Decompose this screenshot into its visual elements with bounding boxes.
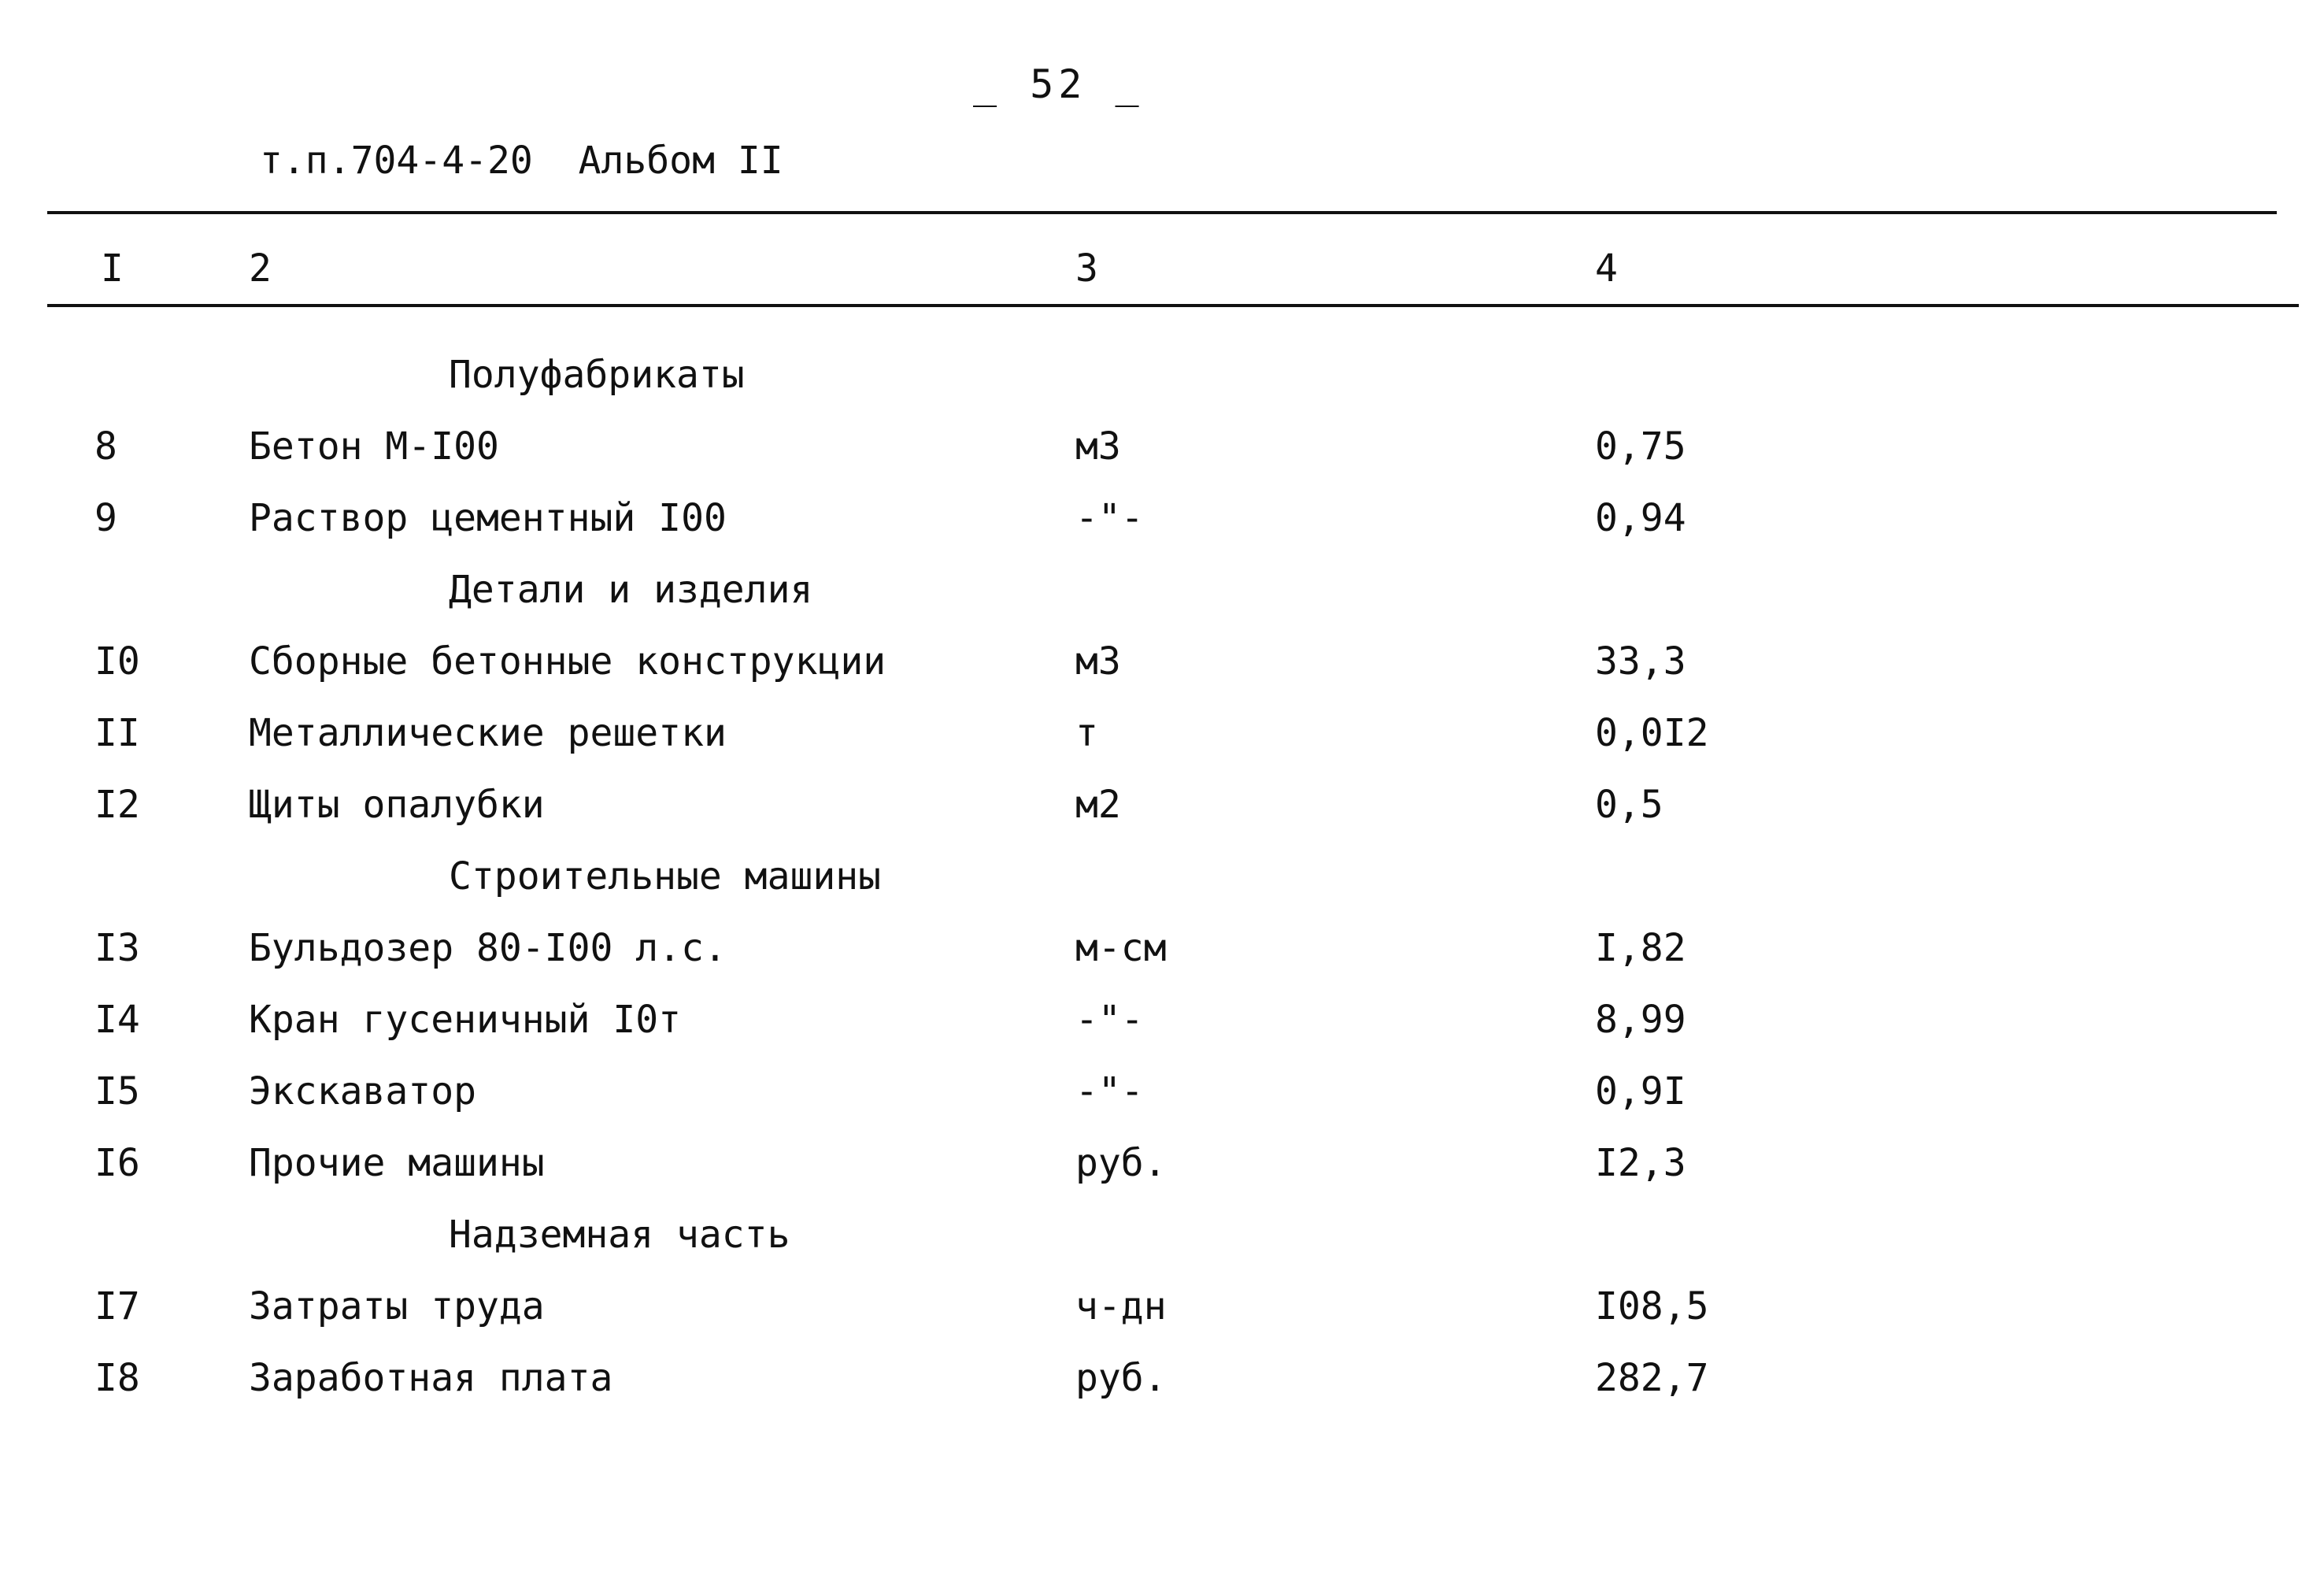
value-cell: 0,94	[1595, 496, 1686, 540]
column-headers	[0, 246, 2324, 294]
section-title: Надземная часть	[449, 1213, 790, 1257]
table-row	[0, 783, 2324, 854]
row-number: 8	[94, 424, 117, 469]
document-reference: т.п.704-4-20 Альбом II	[260, 139, 783, 183]
unit-cell: руб.	[1075, 1141, 1167, 1185]
unit-cell: т	[1075, 711, 1098, 755]
section-heading-row	[0, 353, 2324, 424]
section-title: Детали и изделия	[449, 568, 813, 612]
row-number: I8	[94, 1356, 140, 1400]
unit-cell: м3	[1075, 639, 1121, 684]
value-cell: 0,0I2	[1595, 711, 1709, 755]
unit-cell: м2	[1075, 783, 1121, 827]
table-row	[0, 496, 2324, 568]
item-name: Затраты труда	[249, 1284, 545, 1328]
table-row	[0, 711, 2324, 783]
column-header-1: I	[101, 246, 124, 291]
row-number: I4	[94, 998, 140, 1042]
unit-cell: -"-	[1075, 1069, 1144, 1113]
column-header-3: 3	[1075, 246, 1098, 291]
value-cell: I08,5	[1595, 1284, 1709, 1328]
column-header-2: 2	[249, 246, 272, 291]
table-row	[0, 639, 2324, 711]
table-row	[0, 424, 2324, 496]
item-name: Металлические решетки	[249, 711, 727, 755]
item-name: Бульдозер 80-I00 л.с.	[249, 926, 727, 970]
value-cell: I,82	[1595, 926, 1686, 970]
column-header-4: 4	[1595, 246, 1618, 291]
section-heading-row	[0, 568, 2324, 639]
value-cell: 0,75	[1595, 424, 1686, 469]
row-number: 9	[94, 496, 117, 540]
table-row	[0, 1141, 2324, 1213]
table-row	[0, 998, 2324, 1069]
table-row	[0, 1284, 2324, 1356]
unit-cell: -"-	[1075, 496, 1144, 540]
value-cell: 0,5	[1595, 783, 1663, 827]
table-row	[0, 1069, 2324, 1141]
table-body	[0, 353, 2324, 1428]
section-heading-row	[0, 854, 2324, 926]
section-heading-row	[0, 1213, 2324, 1284]
unit-cell: -"-	[1075, 998, 1144, 1042]
row-number: I2	[94, 783, 140, 827]
value-cell: I2,3	[1595, 1141, 1686, 1185]
row-number: I5	[94, 1069, 140, 1113]
unit-cell: руб.	[1075, 1356, 1167, 1400]
item-name: Заработная плата	[249, 1356, 613, 1400]
value-cell: 33,3	[1595, 639, 1686, 684]
top-rule	[47, 211, 2277, 214]
item-name: Бетон М-I00	[249, 424, 499, 469]
value-cell: 0,9I	[1595, 1069, 1686, 1113]
item-name: Прочие машины	[249, 1141, 545, 1185]
section-title: Полуфабрикаты	[449, 353, 745, 397]
table-row	[0, 926, 2324, 998]
unit-cell: м-см	[1075, 926, 1167, 970]
page-number: _ 52 _	[973, 61, 1144, 107]
unit-cell: ч-дн	[1075, 1284, 1167, 1328]
item-name: Сборные бетонные конструкции	[249, 639, 886, 684]
value-cell: 8,99	[1595, 998, 1686, 1042]
row-number: I0	[94, 639, 140, 684]
item-name: Экскаватор	[249, 1069, 476, 1113]
row-number: I7	[94, 1284, 140, 1328]
row-number: I3	[94, 926, 140, 970]
row-number: II	[94, 711, 140, 755]
header-rule	[47, 304, 2299, 307]
item-name: Щиты опалубки	[249, 783, 545, 827]
section-title: Строительные машины	[449, 854, 882, 898]
item-name: Кран гусеничный I0т	[249, 998, 682, 1042]
table-row	[0, 1356, 2324, 1428]
item-name: Раствор цементный I00	[249, 496, 727, 540]
unit-cell: м3	[1075, 424, 1121, 469]
value-cell: 282,7	[1595, 1356, 1709, 1400]
row-number: I6	[94, 1141, 140, 1185]
